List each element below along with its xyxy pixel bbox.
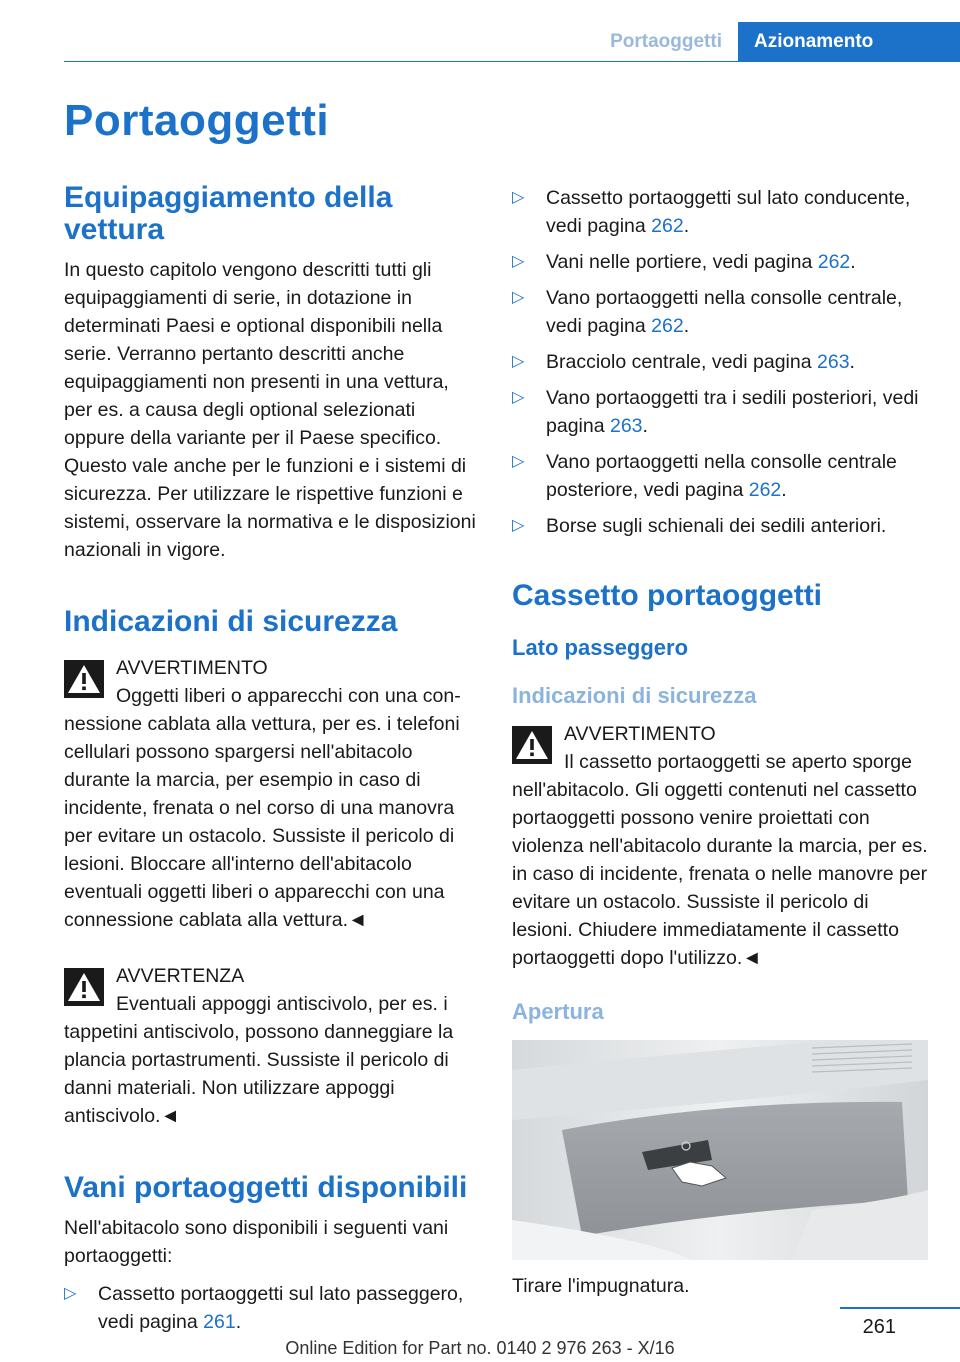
footer-divider bbox=[840, 1307, 960, 1309]
warning-triangle-icon bbox=[512, 726, 552, 764]
equip-text: In questo capitolo vengono descritti tutti gli equipaggiamenti di serie, in dotazione in determinati Paesi e optional disponibili nella serie. Verranno pertanto descritti anche equipaggiamenti non presenti in una vettura, per es. a causa degli optional selezionati oppure della variante per il Paese specifico. Questo vale anche per le funzioni e i sistemi di sicurezza. Per utilizzare le rispettive funzioni e sistemi, osservare la normativa e le disposizioni nazionali in vigore. bbox=[64, 259, 476, 561]
list-item-end: . bbox=[683, 315, 690, 337]
page-ref-link[interactable]: 262 bbox=[651, 315, 684, 337]
list-item-end: . bbox=[781, 479, 787, 501]
page-number: 261 bbox=[862, 1316, 896, 1338]
list-item-text: Vano portaoggetti nella consolle centrale, vedi pagina bbox=[546, 287, 903, 337]
warning-text: nell'abitacolo. Gli oggetti contenuti nel cassetto portaoggetti possono venire proiettati con violenza nell'abitacolo durante la marcia, per es. in caso di incidente, frenata o nelle manovre per evitare un ostacolo. Sussiste il pericolo di lesioni. Chiudere immediatamente il cassetto portaoggetti dopo l'utilizzo.◄ bbox=[512, 779, 928, 969]
warning-block-3 bbox=[512, 714, 928, 972]
warning-block-2 bbox=[64, 956, 480, 1130]
right-column bbox=[512, 184, 928, 1300]
warning-first-line: Eventuali appoggi antiscivolo, per es. i bbox=[116, 993, 448, 1015]
triangle-bullet-icon: ▷ bbox=[512, 353, 525, 370]
triangle-bullet-icon: ▷ bbox=[512, 289, 525, 306]
page-title: Portaoggetti bbox=[64, 96, 330, 145]
page-ref-link[interactable]: 262 bbox=[817, 251, 851, 273]
storage-list-left bbox=[64, 1280, 480, 1336]
warning-triangle-icon bbox=[64, 660, 104, 698]
list-item-text: Borse sugli schienali dei sedili anteriori. bbox=[546, 515, 887, 537]
list-item bbox=[512, 512, 928, 540]
triangle-bullet-icon: ▷ bbox=[512, 453, 525, 470]
left-column bbox=[64, 182, 480, 1344]
list-item-end: . bbox=[683, 215, 690, 237]
warning-label: AVVERTENZA bbox=[116, 965, 245, 987]
page-ref-link[interactable]: 263 bbox=[817, 351, 850, 373]
list-item bbox=[512, 284, 928, 340]
triangle-bullet-icon: ▷ bbox=[512, 389, 525, 406]
list-item-end: . bbox=[850, 251, 856, 273]
storage-list-right bbox=[512, 184, 928, 540]
list-item bbox=[512, 184, 928, 240]
list-item-end: . bbox=[235, 1311, 242, 1333]
warning-label: AVVERTIMENTO bbox=[564, 723, 716, 745]
list-item-text: Bracciolo centrale, vedi pagina bbox=[546, 351, 817, 373]
safety-subheading: Indicazioni di sicurezza bbox=[512, 683, 757, 708]
triangle-bullet-icon: ▷ bbox=[64, 1285, 77, 1302]
triangle-bullet-icon: ▷ bbox=[512, 517, 525, 534]
warning-label: AVVERTIMENTO bbox=[116, 657, 268, 679]
triangle-bullet-icon: ▷ bbox=[512, 253, 525, 270]
page-ref-link[interactable]: 263 bbox=[609, 415, 643, 437]
warning-text: nessione cablata alla vettura, per es. i telefoni cellulari possono spargersi nell'abitacolo durante la marcia, per esempio in caso di incidente, frenata o nel corso di una manovra per evitare un ostacolo. Sussiste il pericolo di lesioni. Bloccare all'interno dell'abitacolo eventuali oggetti liberi o apparecchi con una connessione cablata alla vettura.◄ bbox=[64, 713, 460, 931]
glovebox-illustration bbox=[512, 1040, 928, 1260]
list-item-end: . bbox=[849, 351, 855, 373]
glovebox-figure bbox=[512, 1040, 928, 1260]
vani-heading: Vani portaoggetti disponibili bbox=[64, 1171, 468, 1204]
list-item bbox=[64, 1280, 480, 1336]
page-ref-link[interactable]: 261 bbox=[203, 1311, 236, 1333]
page-ref-link[interactable]: 262 bbox=[651, 215, 684, 237]
page-ref-link[interactable]: 262 bbox=[748, 479, 782, 501]
list-item bbox=[512, 384, 928, 440]
page-header bbox=[64, 22, 960, 62]
list-item-text: Cassetto portaoggetti sul lato passeggero, vedi pagina bbox=[98, 1283, 464, 1333]
equip-heading: Equipaggiamento della vettura bbox=[64, 181, 393, 246]
apertura-heading: Apertura bbox=[512, 999, 604, 1024]
list-item bbox=[512, 448, 928, 504]
cassetto-heading: Cassetto portaoggetti bbox=[512, 579, 823, 612]
list-item bbox=[512, 348, 928, 376]
footer-edition: Online Edition for Part no. 0140 2 976 263 - X/16 bbox=[285, 1338, 675, 1358]
triangle-bullet-icon: ▷ bbox=[512, 189, 525, 206]
header-chapter[interactable]: Azionamento bbox=[738, 22, 960, 62]
list-item-text: Vani nelle portiere, vedi pagina bbox=[546, 251, 818, 273]
warning-text: tappetini antiscivolo, possono danneggiare la plancia portastrumenti. Sussiste il pericolo di danni materiali. Non utilizzare appoggi antiscivolo.◄ bbox=[64, 1021, 454, 1127]
list-item bbox=[512, 248, 928, 276]
vani-intro: Nell'abitacolo sono disponibili i seguenti vani portaoggetti: bbox=[64, 1217, 449, 1267]
list-item-text: Cassetto portaoggetti sul lato conducente, vedi pagina bbox=[546, 187, 911, 237]
warning-first-line: Il cassetto portaoggetti se aperto sporge bbox=[564, 751, 912, 773]
figure-caption: Tirare l'impugnatura. bbox=[512, 1275, 690, 1297]
header-section[interactable]: Portaoggetti bbox=[610, 31, 722, 52]
warning-triangle-icon bbox=[64, 968, 104, 1006]
list-item-end: . bbox=[642, 415, 648, 437]
safety-heading: Indicazioni di sicurezza bbox=[64, 605, 398, 638]
lato-heading: Lato passeggero bbox=[512, 635, 689, 660]
warning-first-line: Oggetti liberi o apparecchi con una con- bbox=[116, 685, 461, 707]
list-item-text: Vano portaoggetti tra i sedili posteriori, vedi pagina bbox=[546, 387, 919, 437]
list-item-text: Vano portaoggetti nella consolle centrale posteriore, vedi pagina bbox=[546, 451, 897, 501]
warning-block-1 bbox=[64, 648, 480, 934]
